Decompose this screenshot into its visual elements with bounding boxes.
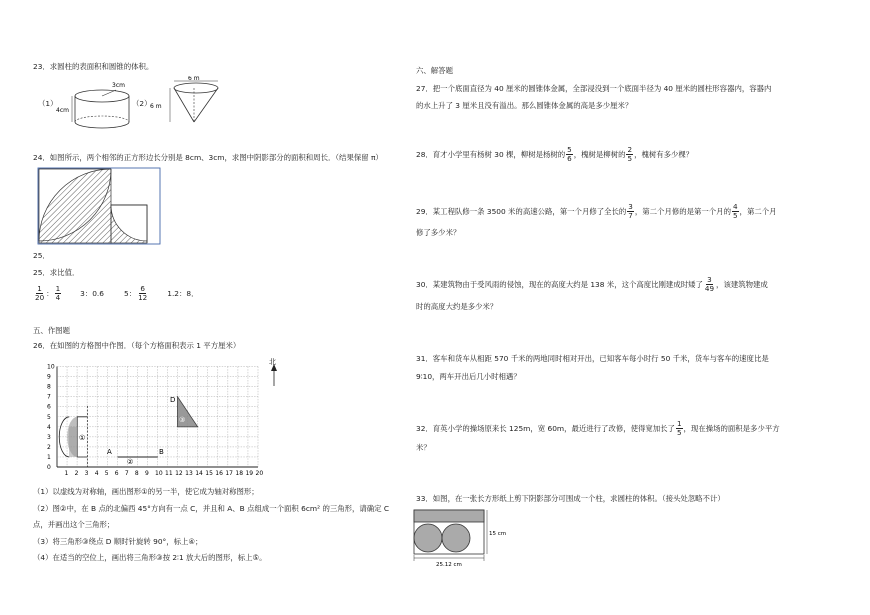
fig1-label: （1） <box>38 99 58 108</box>
q27-line2: 的水上升了 3 厘米且没有溢出。那么圆锥体金属的高是多少厘米？ <box>416 101 633 110</box>
ratio2: 3：0.6 <box>80 288 104 298</box>
ratio1-sep: ： <box>46 288 54 298</box>
q30 <box>416 276 768 292</box>
ratio1-frac2: $\frac{1}{4}$ <box>55 283 61 302</box>
ratio-list <box>33 283 199 303</box>
point-B-label: B <box>159 448 164 456</box>
q26-instruction-5: （4）在适当的空位上，画出将三角形③按 2∶1 放大后的图形，标上⑤。 <box>33 553 267 562</box>
y-tick-label: 10 <box>47 363 55 371</box>
q30-post: ，该建筑物建成 <box>716 279 768 289</box>
circle2-label: ② <box>127 458 134 466</box>
y-tick-label: 9 <box>47 373 51 381</box>
q29-mid: ，第二个月修的是第一个月的 <box>634 206 731 216</box>
q31-line2: 9∶10，两车开出后几小时相遇？ <box>416 372 521 381</box>
q26-instruction-2: （2）图②中，在 B 点的北偏西 45°方向有一点 C，并且和 A、B 点组成一个面积 6cm² 的三角形，请确定 C <box>33 503 390 513</box>
ratio3-frac: $\frac{6}{12}$ <box>138 283 148 302</box>
q32-line2: 米？ <box>416 443 431 452</box>
x-tick-label: 10 <box>155 470 163 477</box>
x-tick-label: 6 <box>114 470 119 477</box>
x-tick-label: 7 <box>124 470 129 477</box>
cylinder-figure <box>54 80 134 130</box>
x-tick-label: 5 <box>104 470 109 477</box>
y-tick-label: 1 <box>47 453 51 461</box>
point-A-label: A <box>107 448 112 456</box>
q31 <box>416 350 769 386</box>
q33-height-dim: 15 cm <box>489 531 507 537</box>
q23-figures <box>34 76 234 130</box>
q30-pre: 30．某建筑物由于受风雨的侵蚀，现在的高度大约是 138 米，这个高度比刚建成时矮了 <box>416 279 703 289</box>
x-tick-label: 13 <box>185 470 193 477</box>
x-tick-label: 17 <box>225 470 233 477</box>
x-tick-label: 18 <box>235 470 244 477</box>
q23-text: 23．求圆柱的表面积和圆锥的体积。 <box>33 62 154 71</box>
north-label: 北 <box>269 358 276 366</box>
cone-top-dim: 6 m <box>188 76 200 82</box>
y-tick-label: 5 <box>47 413 51 421</box>
x-tick-label: 9 <box>144 470 149 477</box>
q26-instruction-4: （3）将三角形③绕点 D 顺时针旋转 90°，标上④； <box>33 536 203 546</box>
q28-frac1: $\frac{5}{6}$ <box>567 145 572 163</box>
q26-text: 26．在如图的方格图中作图．（每个方格面积表示 1 平方厘米） <box>33 341 241 350</box>
q29-frac1: $\frac{3}{7}$ <box>628 202 633 220</box>
q24-text: 24．如图所示，两个相邻的正方形边长分别是 8cm、3cm，求图中阴影部分的面积和周长．（结果保留 π） <box>33 153 383 162</box>
q32-frac: $\frac{1}{5}$ <box>676 419 682 437</box>
x-tick-label: 4 <box>94 470 99 477</box>
x-tick-label: 11 <box>165 470 173 477</box>
x-tick-label: 16 <box>215 470 223 477</box>
cyl-top-dim: 3cm <box>112 82 125 89</box>
q29 <box>416 203 777 219</box>
q27-line1: 27．把一个底面直径为 40 厘米的圆锥体金属，全部浸没到一个底面半径为 40 厘米的圆柱形容器内，容器内 <box>416 84 772 93</box>
ratio1-frac1: $\frac{1}{20}$ <box>35 283 45 302</box>
point-D-label: D <box>170 396 176 404</box>
cone-side-dim: 6 m <box>150 103 162 110</box>
q33-figure <box>410 508 510 568</box>
ratio4: 1.2：8． <box>167 288 199 298</box>
cyl-side-dim: 4cm <box>56 107 69 114</box>
q24-squares-figure <box>37 167 163 245</box>
q32-post: ，现在操场的面积是多少平方 <box>683 423 780 433</box>
y-tick-label: 7 <box>47 393 51 401</box>
y-tick-label: 6 <box>47 403 51 411</box>
x-tick-label: 8 <box>134 470 139 477</box>
q28-post: ，槐树有多少棵？ <box>634 149 694 159</box>
q28-mid: ，槐树是柳树的 <box>573 149 626 159</box>
q26-instructions <box>33 484 389 567</box>
q32-pre: 32．育英小学的操场原来长 125m，宽 60m，最近进行了改修，使得宽加长了 <box>416 423 675 433</box>
x-tick-label: 14 <box>195 470 203 477</box>
x-tick-label: 12 <box>175 470 183 477</box>
q26-instruction-3: 点，并画出这个三角形； <box>33 520 115 529</box>
x-tick-label: 20 <box>255 470 264 477</box>
q29-post: ，第二个月 <box>739 206 777 216</box>
y-tick-label: 0 <box>47 464 51 471</box>
q33-width-dim: 25.12 cm <box>436 562 462 568</box>
cone-figure <box>148 76 234 130</box>
q26-grid-figure <box>36 356 286 478</box>
circle3-label: ③ <box>179 416 186 424</box>
x-tick-label: 3 <box>84 470 89 477</box>
q29-line2: 修了多少米？ <box>416 228 461 237</box>
q30-frac: $\frac{3}{49}$ <box>704 275 715 293</box>
ratio3-pre: 5： <box>124 288 137 298</box>
q29-frac2: $\frac{4}{5}$ <box>732 202 738 220</box>
circle1-label: ① <box>79 434 86 442</box>
q31-line1: 31．客车和货车从相距 570 千米的两地同时相对开出，已知客车每小时行 50 千米，货车与客车的速度比是 <box>416 354 769 363</box>
x-tick-label: 2 <box>74 470 79 477</box>
section5-title: 五、作图题 <box>33 326 70 335</box>
section6-title: 六、解答题 <box>416 66 453 75</box>
q25-text: 25．求比值． <box>33 268 80 277</box>
y-tick-label: 2 <box>47 443 51 451</box>
q33-text: 33．如图，在一张长方形纸上剪下阴影部分可围成一个柱，求圆柱的体积。（接头处忽略不计） <box>416 494 725 503</box>
y-tick-label: 3 <box>47 433 51 441</box>
q28-pre: 28．育才小学里有杨树 30 棵，柳树是杨树的 <box>416 149 566 159</box>
fig2-label: （2） <box>132 99 152 108</box>
x-tick-label: 1 <box>64 470 69 477</box>
q29-pre: 29．某工程队修一条 3500 米的高速公路，第一个月修了全长的 <box>416 206 627 216</box>
q28 <box>416 146 693 162</box>
x-tick-label: 19 <box>245 470 254 477</box>
x-tick-label: 15 <box>205 470 213 477</box>
q28-frac2: $\frac{2}{5}$ <box>627 145 633 163</box>
q30-line2: 时的高度大约是多少米？ <box>416 302 498 311</box>
q25-number: 25． <box>33 251 50 260</box>
q27 <box>416 80 771 114</box>
q32 <box>416 420 780 436</box>
y-tick-label: 8 <box>47 383 51 391</box>
y-tick-label: 4 <box>47 423 51 431</box>
q26-instruction-1: （1）以虚线为对称轴，画出图形①的另一半，使它成为轴对称图形； <box>33 487 259 496</box>
